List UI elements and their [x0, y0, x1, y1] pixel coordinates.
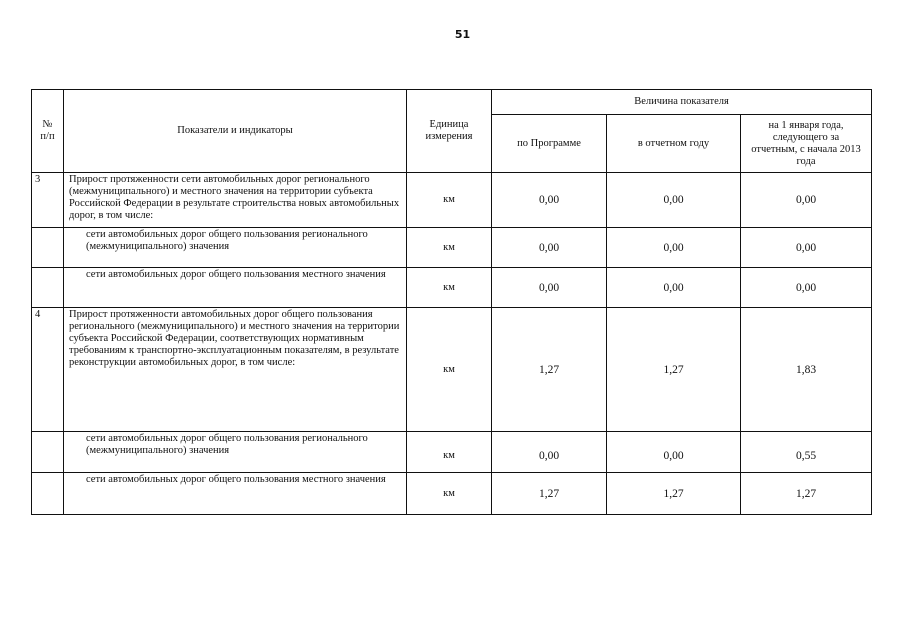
table-row — [32, 432, 872, 473]
column-header-reporting-year: в отчетном году — [607, 115, 741, 173]
page-number: 51 — [454, 28, 471, 41]
value-program: 1,27 — [492, 308, 607, 432]
value-program: 0,00 — [492, 432, 607, 473]
value-program: 0,00 — [492, 173, 607, 228]
indicator-text: Прирост протяженности автомобильных дорог общего пользования регионального (межмуниципального) и местного значения на территории субъекта Российской Федерации, соответствующих нормативным требованиям к транспортно-эксплуатационным показателям, в результате реконструкции автомобильных дорог, в том числе: — [64, 308, 407, 432]
value-january: 1,27 — [741, 473, 872, 515]
value-reporting-year: 1,27 — [607, 308, 741, 432]
table-row — [32, 308, 872, 432]
indicator-text: сети автомобильных дорог общего пользования регионального (межмуниципального) значения — [64, 228, 407, 268]
unit-cell: км — [407, 473, 492, 515]
value-reporting-year: 0,00 — [607, 268, 741, 308]
unit-cell: км — [407, 308, 492, 432]
value-reporting-year: 1,27 — [607, 473, 741, 515]
value-reporting-year: 0,00 — [607, 432, 741, 473]
value-program: 0,00 — [492, 268, 607, 308]
value-january: 0,00 — [741, 268, 872, 308]
indicator-text: сети автомобильных дорог общего пользования регионального (межмуниципального) значения — [64, 432, 407, 473]
unit-cell: км — [407, 173, 492, 228]
column-header-unit: Единица измерения — [407, 90, 492, 173]
table-row — [32, 473, 872, 515]
indicator-text: сети автомобильных дорог общего пользования местного значения — [64, 268, 407, 308]
column-header-program: по Программе — [492, 115, 607, 173]
value-program: 0,00 — [492, 228, 607, 268]
unit-cell: км — [407, 432, 492, 473]
row-number — [32, 473, 64, 515]
table-row — [32, 228, 872, 268]
table-row — [32, 268, 872, 308]
value-reporting-year: 0,00 — [607, 173, 741, 228]
row-number: 4 — [32, 308, 64, 432]
row-number: 3 — [32, 173, 64, 228]
value-january: 1,83 — [741, 308, 872, 432]
value-january: 0,00 — [741, 228, 872, 268]
indicator-text: сети автомобильных дорог общего пользования местного значения — [64, 473, 407, 515]
column-group-header-value: Величина показателя — [492, 90, 872, 115]
column-header-indicators: Показатели и индикаторы — [64, 90, 407, 173]
row-number — [32, 228, 64, 268]
indicator-text: Прирост протяженности сети автомобильных дорог регионального (межмуниципального) и местного значения на территории субъекта Российской Федерации в результате строительства новых автомобильных дорог, в том числе: — [64, 173, 407, 228]
value-program: 1,27 — [492, 473, 607, 515]
header-row-top — [32, 90, 872, 115]
row-number — [32, 432, 64, 473]
row-number — [32, 268, 64, 308]
column-header-january: на 1 января года, следующего за отчетным, с начала 2013 года — [741, 115, 872, 173]
table-row — [32, 173, 872, 228]
value-reporting-year: 0,00 — [607, 228, 741, 268]
indicators-table — [31, 89, 872, 515]
unit-cell: км — [407, 228, 492, 268]
column-header-number: № п/п — [32, 90, 64, 173]
value-january: 0,55 — [741, 432, 872, 473]
unit-cell: км — [407, 268, 492, 308]
value-january: 0,00 — [741, 173, 872, 228]
